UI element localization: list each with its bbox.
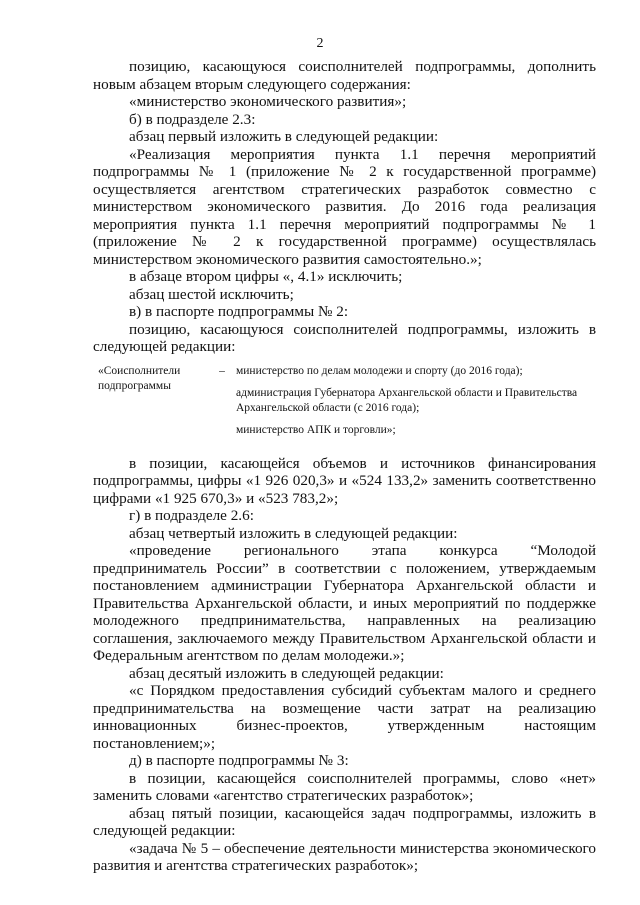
paragraph: абзац четвертый изложить в следующей редакции: <box>129 524 458 542</box>
paragraph: абзац пятый позиции, касающейся задач подпрограммы, изложить в следующей редакции: <box>93 804 596 839</box>
table-row: администрация Губернатора Архангельской области и Правительства Архангельской области (с 2016 года); <box>236 386 578 414</box>
document-body <box>93 58 596 875</box>
paragraph: «министерство экономического развития»; <box>129 93 407 110</box>
co-executors-table <box>93 364 596 445</box>
paragraph: позицию, касающуюся соисполнителей подпрограммы, дополнить новым абзацем вторым следующего содержания: <box>93 58 596 93</box>
table-dash: – <box>219 364 225 377</box>
paragraph: «Реализация мероприятия пункта 1.1 перечня мероприятий подпрограммы № 1 (приложение № 2 к государственной программе) осуществляется агентством стратегических разработок совместно с министерством экономического развития. До 2016 года реализация мероприятия пункта 1.1 перечня мероприятий подпрограммы № 1 (приложение № 2 к государственной программе) осуществлялась министерством экономического развития самостоятельно.»; <box>93 145 596 268</box>
paragraph: в абзаце втором цифры «, 4.1» исключить; <box>129 268 403 285</box>
table-row: министерство по делам молодежи и спорту (до 2016 года); <box>236 364 523 377</box>
paragraph: абзац десятый изложить в следующей редакции: <box>129 664 444 682</box>
paragraph: «проведение регионального этапа конкурса “Молодой предприниматель России” в соответствии с положением, утверждаемым постановлением администрации Губернатора Архангельской области и Правительства Архангельской области, и иных мероприятий по поддержке молодежного предпринимательства, направленных на реализацию соглашения, заключаемого между Правительством Архангельской области и Федеральным агентством по делам молодежи.»; <box>93 542 596 664</box>
table-values <box>236 364 596 445</box>
paragraph: абзац шестой исключить; <box>129 285 294 303</box>
paragraph: в) в паспорте подпрограммы № 2: <box>129 303 349 320</box>
paragraph: б) в подразделе 2.3: <box>129 110 256 128</box>
paragraph: в позиции, касающейся объемов и источников финансирования подпрограммы, цифры «1 926 020,3» и «524 133,2» заменить соответственно цифрами «1 925 670,3» и «523 783,2»; <box>93 454 596 507</box>
paragraph: г) в подразделе 2.6: <box>129 507 254 524</box>
table-row: министерство АПК и торговли»; <box>236 423 396 436</box>
page-number: 2 <box>316 36 324 51</box>
paragraph: «задача № 5 – обеспечение деятельности министерства экономического развития и агентства стратегических разработок»; <box>93 839 596 874</box>
paragraph: «с Порядком предоставления субсидий субъектам малого и среднего предпринимательства на возмещение части затрат на реализацию инновационных бизнес-проектов, утвержденным настоящим постановлением;»; <box>93 682 596 752</box>
paragraph: позицию, касающуюся соисполнителей подпрограммы, изложить в следующей редакции: <box>93 320 596 355</box>
paragraph: д) в паспорте подпрограммы № 3: <box>129 752 349 769</box>
paragraph: в позиции, касающейся соисполнителей программы, слово «нет» заменить словами «агентство стратегических разработок»; <box>93 769 596 804</box>
paragraph: абзац первый изложить в следующей редакции: <box>129 128 439 145</box>
table-label: «Соисполнители подпрограммы <box>98 364 181 392</box>
